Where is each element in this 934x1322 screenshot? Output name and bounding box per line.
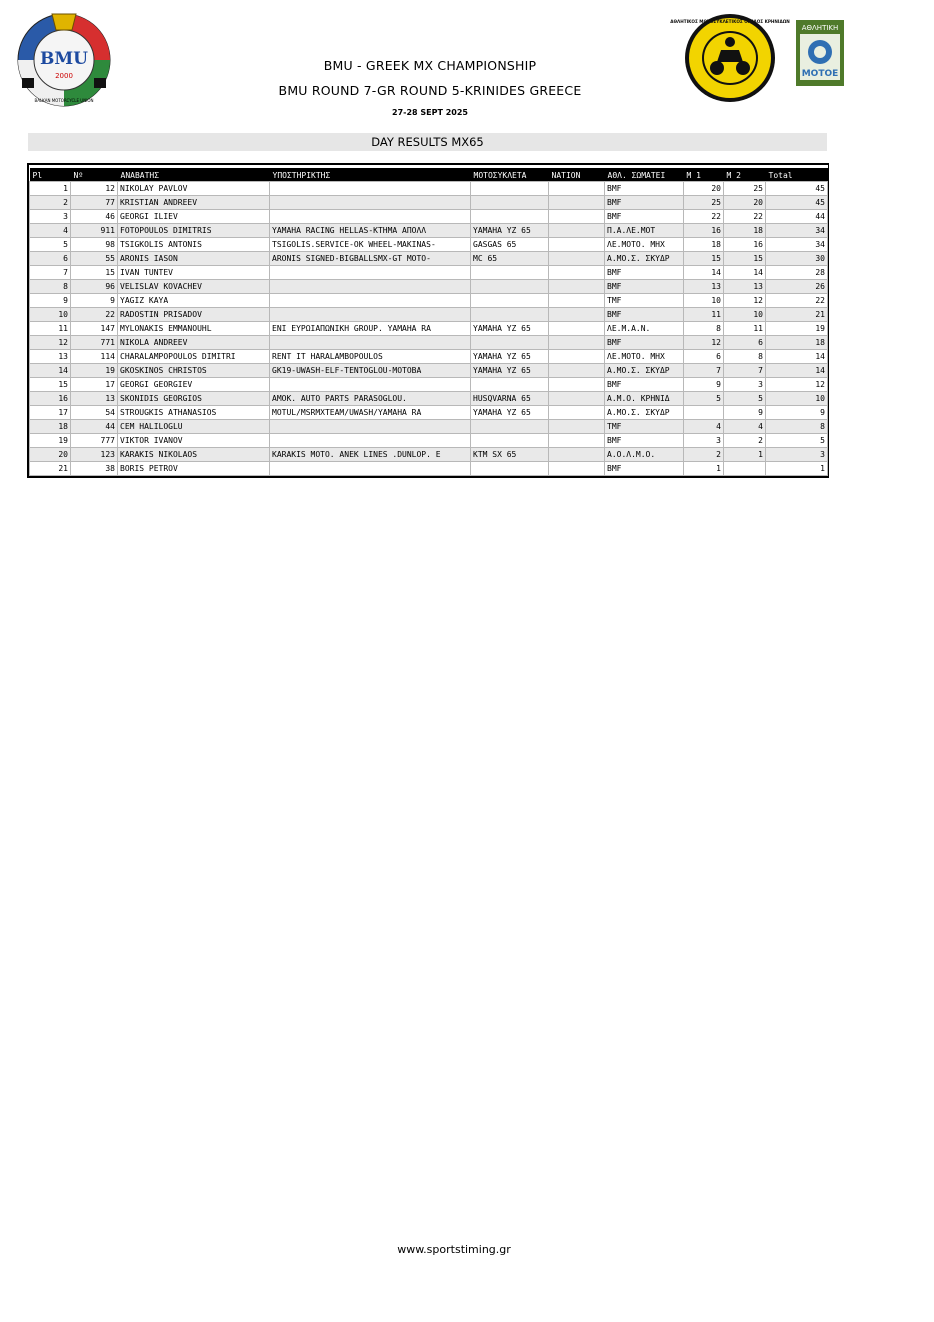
col-number: 55 — [71, 252, 118, 266]
results-table — [27, 163, 829, 478]
col-pl: 10 — [30, 308, 71, 322]
col-m2: 12 — [724, 294, 766, 308]
col-nation — [549, 462, 605, 476]
table-row — [30, 322, 828, 336]
col-number: 911 — [71, 224, 118, 238]
col-m1: 12 — [684, 336, 724, 350]
col-number: 777 — [71, 434, 118, 448]
col-rider: GKOSKINOS CHRISTOS — [118, 364, 270, 378]
col-sponsor — [270, 210, 471, 224]
col-sponsor: KARAKIS MOTO. ANEK LINES .DUNLOP. E — [270, 448, 471, 462]
col-sponsor — [270, 182, 471, 196]
col-m2: 10 — [724, 308, 766, 322]
col-number: 114 — [71, 350, 118, 364]
table-row — [30, 280, 828, 294]
col-nation — [549, 336, 605, 350]
col-club: BMF — [605, 336, 684, 350]
col-club-header: ΑΘΛ. ΣΩΜΑΤΕΙ — [605, 167, 684, 182]
col-nation — [549, 182, 605, 196]
col-motorcycle: YAMAHA YZ 65 — [471, 322, 549, 336]
col-rider: RADOSTIN PRISADOV — [118, 308, 270, 322]
col-m1: 16 — [684, 224, 724, 238]
table-row — [30, 462, 828, 476]
col-club: ΛΕ.ΜΟΤΟ. ΜΗΧ — [605, 350, 684, 364]
table-row — [30, 308, 828, 322]
col-m1: 10 — [684, 294, 724, 308]
col-pl: 14 — [30, 364, 71, 378]
col-m2: 8 — [724, 350, 766, 364]
col-m1: 15 — [684, 252, 724, 266]
col-number: 77 — [71, 196, 118, 210]
col-total: 1 — [766, 462, 828, 476]
col-m2: 16 — [724, 238, 766, 252]
col-motorcycle: MC 65 — [471, 252, 549, 266]
col-rider: FOTOPOULOS DIMITRIS — [118, 224, 270, 238]
col-total: 45 — [766, 196, 828, 210]
col-m1: 9 — [684, 378, 724, 392]
col-total: 21 — [766, 308, 828, 322]
col-m1: 5 — [684, 392, 724, 406]
col-sponsor — [270, 266, 471, 280]
col-total: 26 — [766, 280, 828, 294]
table-row — [30, 392, 828, 406]
col-motorcycle — [471, 294, 549, 308]
col-m1: 1 — [684, 462, 724, 476]
col-motorcycle — [471, 266, 549, 280]
table-row — [30, 224, 828, 238]
col-rider: NIKOLA ANDREEV — [118, 336, 270, 350]
bmu-logo-ring-text: BALKAN MOTORCYCLE UNION — [34, 98, 94, 103]
motoe-logo-bottom: ΜΟΤΟΕ — [801, 69, 839, 79]
col-motorcycle — [471, 434, 549, 448]
motoe-logo-top: ΑΘΛΗΤΙΚΗ — [801, 24, 839, 32]
col-pl: 6 — [30, 252, 71, 266]
col-nation — [549, 196, 605, 210]
col-nation — [549, 364, 605, 378]
col-m2: 18 — [724, 224, 766, 238]
col-m2: 22 — [724, 210, 766, 224]
col-sponsor: ΕΝΙ ΕΥΡΩΙΑΠΩΝΙΚΗ GROUP. YAMAHA RA — [270, 322, 471, 336]
col-m1: 2 — [684, 448, 724, 462]
col-sponsor — [270, 294, 471, 308]
col-rider: MYLONAKIS EMMANOUHL — [118, 322, 270, 336]
col-sponsor: TSIGOLIS.SERVICE-OK WHEEL-MAKINAS- — [270, 238, 471, 252]
col-sponsor: YAMAHA RACING HELLAS-ΚΤΗΜΑ ΑΠΟΛΛ — [270, 224, 471, 238]
col-club: ΛΕ.Μ.Α.Ν. — [605, 322, 684, 336]
bmu-logo-subtext: 2000 — [55, 72, 73, 80]
col-pl: 12 — [30, 336, 71, 350]
col-club: Α.Ο.Λ.Μ.Ο. — [605, 448, 684, 462]
col-rider: YAGIZ KAYA — [118, 294, 270, 308]
col-pl: 16 — [30, 392, 71, 406]
col-club: BMF — [605, 378, 684, 392]
col-number: 46 — [71, 210, 118, 224]
col-rider: KRISTIAN ANDREEV — [118, 196, 270, 210]
col-club: TMF — [605, 294, 684, 308]
col-nation — [549, 406, 605, 420]
col-sponsor — [270, 308, 471, 322]
col-m2: 5 — [724, 392, 766, 406]
col-m1: 7 — [684, 364, 724, 378]
col-motorcycle: YAMAHA YZ 65 — [471, 224, 549, 238]
col-nation — [549, 280, 605, 294]
col-m1: 25 — [684, 196, 724, 210]
col-m2: 13 — [724, 280, 766, 294]
table-header-row — [30, 167, 828, 182]
table-row — [30, 336, 828, 350]
col-m1: 8 — [684, 322, 724, 336]
col-m2-header: M 2 — [724, 167, 766, 182]
col-motorcycle — [471, 378, 549, 392]
col-total: 10 — [766, 392, 828, 406]
col-pl: 18 — [30, 420, 71, 434]
col-club: Α.ΜΟ.Σ. ΣΚΥΔΡ — [605, 252, 684, 266]
col-motorcycle: YAMAHA YZ 65 — [471, 406, 549, 420]
col-rider: STROUGKIS ATHANASIOS — [118, 406, 270, 420]
col-sponsor — [270, 336, 471, 350]
table-row — [30, 364, 828, 378]
club-logo-ring-text: ΑΘΛΗΤΙΚΟΣ ΜΟΤΟΣΥΚΛΕΤΙΚΟΣ ΟΜΙΛΟΣ ΚΡΗΝΙΔΩΝ — [670, 19, 790, 24]
col-m2: 7 — [724, 364, 766, 378]
col-club: Α.ΜΟ.Σ. ΣΚΥΔΡ — [605, 406, 684, 420]
col-m1: 22 — [684, 210, 724, 224]
rider-icon — [725, 37, 735, 47]
round-subtitle: BMU ROUND 7-GR ROUND 5-KRINIDES GREECE — [278, 83, 582, 98]
col-club: BMF — [605, 196, 684, 210]
col-sponsor — [270, 420, 471, 434]
col-total: 19 — [766, 322, 828, 336]
col-sponsor: ARONIS SIGNED-BIGBALLSMX-GT MOTO- — [270, 252, 471, 266]
col-rider: GEORGI ILIEV — [118, 210, 270, 224]
col-m2: 15 — [724, 252, 766, 266]
col-pl: 1 — [30, 182, 71, 196]
col-motorcycle — [471, 336, 549, 350]
col-motorcycle — [471, 420, 549, 434]
col-pl: 2 — [30, 196, 71, 210]
col-nation — [549, 210, 605, 224]
col-number: 13 — [71, 392, 118, 406]
col-club: TMF — [605, 420, 684, 434]
col-total: 44 — [766, 210, 828, 224]
col-sponsor — [270, 434, 471, 448]
col-motorcycle: KTM SX 65 — [471, 448, 549, 462]
col-club: BMF — [605, 210, 684, 224]
col-m1: 20 — [684, 182, 724, 196]
col-club: BMF — [605, 308, 684, 322]
col-number: 19 — [71, 364, 118, 378]
col-number: 771 — [71, 336, 118, 350]
col-pl: 21 — [30, 462, 71, 476]
col-rider: IVAN TUNTEV — [118, 266, 270, 280]
col-motorcycle: YAMAHA YZ 65 — [471, 364, 549, 378]
col-total-header: Total — [766, 167, 828, 182]
col-nation — [549, 238, 605, 252]
col-number: 17 — [71, 378, 118, 392]
table-row — [30, 238, 828, 252]
col-motorcycle — [471, 182, 549, 196]
col-nation — [549, 434, 605, 448]
col-rider: ARONIS IASON — [118, 252, 270, 266]
table-row — [30, 448, 828, 462]
col-m2: 3 — [724, 378, 766, 392]
col-number: 15 — [71, 266, 118, 280]
col-pl: 15 — [30, 378, 71, 392]
col-m2 — [724, 462, 766, 476]
col-m2: 14 — [724, 266, 766, 280]
col-m2: 20 — [724, 196, 766, 210]
table-row — [30, 378, 828, 392]
col-pl-header: Pl — [30, 167, 71, 182]
col-number-header: Nº — [71, 167, 118, 182]
col-club: BMF — [605, 280, 684, 294]
col-total: 14 — [766, 350, 828, 364]
table-row — [30, 196, 828, 210]
col-motorcycle — [471, 210, 549, 224]
col-rider: TSIGKOLIS ANTONIS — [118, 238, 270, 252]
col-nation — [549, 224, 605, 238]
table-row — [30, 434, 828, 448]
col-nation — [549, 266, 605, 280]
col-number: 98 — [71, 238, 118, 252]
col-nation — [549, 322, 605, 336]
col-nation — [549, 392, 605, 406]
col-m1 — [684, 406, 724, 420]
event-date: 27-28 SEPT 2025 — [392, 108, 468, 117]
col-m2: 4 — [724, 420, 766, 434]
col-pl: 9 — [30, 294, 71, 308]
bmu-logo-text: BMU — [39, 49, 89, 69]
col-sponsor: GK19-UWASH-ELF-TENTOGLOU-MOTOBA — [270, 364, 471, 378]
col-total: 22 — [766, 294, 828, 308]
col-nation — [549, 308, 605, 322]
col-rider: CHARALAMPOPOULOS DIMITRI — [118, 350, 270, 364]
col-total: 28 — [766, 266, 828, 280]
col-rider: VIKTOR IVANOV — [118, 434, 270, 448]
col-total: 5 — [766, 434, 828, 448]
col-nation — [549, 420, 605, 434]
table-row — [30, 252, 828, 266]
col-rider: NIKOLAY PAVLOV — [118, 182, 270, 196]
col-total: 14 — [766, 364, 828, 378]
table-body — [30, 182, 828, 476]
col-pl: 17 — [30, 406, 71, 420]
col-club: BMF — [605, 266, 684, 280]
table-row — [30, 294, 828, 308]
col-nation — [549, 448, 605, 462]
col-sponsor — [270, 196, 471, 210]
col-total: 3 — [766, 448, 828, 462]
col-m1: 11 — [684, 308, 724, 322]
col-pl: 11 — [30, 322, 71, 336]
motoe-logo — [796, 20, 844, 86]
col-nation — [549, 378, 605, 392]
col-number: 12 — [71, 182, 118, 196]
col-m1: 18 — [684, 238, 724, 252]
col-nation — [549, 294, 605, 308]
col-motorcycle: YAMAHA YZ 65 — [471, 350, 549, 364]
col-total: 8 — [766, 420, 828, 434]
col-nation — [549, 252, 605, 266]
championship-title: BMU - GREEK MX CHAMPIONSHIP — [323, 58, 537, 73]
col-sponsor — [270, 378, 471, 392]
col-pl: 13 — [30, 350, 71, 364]
col-m1: 6 — [684, 350, 724, 364]
table-row — [30, 350, 828, 364]
col-club: Π.Α.ΛΕ.ΜΟΤ — [605, 224, 684, 238]
col-m1: 14 — [684, 266, 724, 280]
col-club: BMF — [605, 462, 684, 476]
col-m2: 1 — [724, 448, 766, 462]
col-motorcycle — [471, 308, 549, 322]
footer-website: www.sportstiming.gr — [397, 1243, 511, 1256]
col-sponsor: RENT IT HARALAMBOPOULOS — [270, 350, 471, 364]
col-motorcycle — [471, 196, 549, 210]
col-pl: 20 — [30, 448, 71, 462]
col-rider: BORIS PETROV — [118, 462, 270, 476]
col-motorcycle — [471, 280, 549, 294]
col-rider: SKONIDIS GEORGIOS — [118, 392, 270, 406]
col-rider: CEM HALILOGLU — [118, 420, 270, 434]
col-number: 9 — [71, 294, 118, 308]
col-total: 12 — [766, 378, 828, 392]
col-m2: 11 — [724, 322, 766, 336]
table-row — [30, 266, 828, 280]
col-number: 54 — [71, 406, 118, 420]
col-m2: 6 — [724, 336, 766, 350]
col-club: BMF — [605, 182, 684, 196]
col-rider: VELISLAV KOVACHEV — [118, 280, 270, 294]
col-pl: 7 — [30, 266, 71, 280]
col-sponsor — [270, 280, 471, 294]
col-total: 34 — [766, 238, 828, 252]
table-row — [30, 406, 828, 420]
col-pl: 3 — [30, 210, 71, 224]
col-total: 9 — [766, 406, 828, 420]
col-total: 18 — [766, 336, 828, 350]
col-nation-header: NATION — [549, 167, 605, 182]
col-sponsor — [270, 462, 471, 476]
col-motorcycle-header: ΜΟΤΟΣΥΚΛΕΤΑ — [471, 167, 549, 182]
col-m2: 25 — [724, 182, 766, 196]
col-club: Α.Μ.Ο. ΚΡΗΝΙΔ — [605, 392, 684, 406]
table-row — [30, 210, 828, 224]
col-m2: 9 — [724, 406, 766, 420]
table-row — [30, 420, 828, 434]
col-number: 123 — [71, 448, 118, 462]
col-rider-header: ΑΝΑΒΑΤΗΣ — [118, 167, 270, 182]
col-pl: 5 — [30, 238, 71, 252]
col-m2: 2 — [724, 434, 766, 448]
col-motorcycle — [471, 462, 549, 476]
col-m1: 4 — [684, 420, 724, 434]
col-sponsor: AMOK. AUTO PARTS PARASOGLOU. — [270, 392, 471, 406]
col-club: ΛΕ.ΜΟΤΟ. ΜΗΧ — [605, 238, 684, 252]
col-club: BMF — [605, 434, 684, 448]
section-title: DAY RESULTS MX65 — [28, 133, 827, 151]
col-pl: 8 — [30, 280, 71, 294]
col-motorcycle: HUSQVARNA 65 — [471, 392, 549, 406]
col-club: Α.ΜΟ.Σ. ΣΚΥΔΡ — [605, 364, 684, 378]
col-number: 38 — [71, 462, 118, 476]
col-m1: 3 — [684, 434, 724, 448]
col-number: 147 — [71, 322, 118, 336]
col-motorcycle: GASGAS 65 — [471, 238, 549, 252]
col-pl: 19 — [30, 434, 71, 448]
col-sponsor-header: ΥΠΟΣΤΗΡΙΚΤΗΣ — [270, 167, 471, 182]
col-total: 34 — [766, 224, 828, 238]
col-total: 45 — [766, 182, 828, 196]
col-m1: 13 — [684, 280, 724, 294]
col-nation — [549, 350, 605, 364]
col-number: 44 — [71, 420, 118, 434]
col-rider: KARAKIS NIKOLAOS — [118, 448, 270, 462]
col-sponsor: MOTUL/MSRMXTEAM/UWASH/YAMAHA RA — [270, 406, 471, 420]
col-number: 22 — [71, 308, 118, 322]
col-pl: 4 — [30, 224, 71, 238]
col-rider: GEORGI GEORGIEV — [118, 378, 270, 392]
col-m1-header: M 1 — [684, 167, 724, 182]
table-row — [30, 182, 828, 196]
col-total: 30 — [766, 252, 828, 266]
col-number: 96 — [71, 280, 118, 294]
